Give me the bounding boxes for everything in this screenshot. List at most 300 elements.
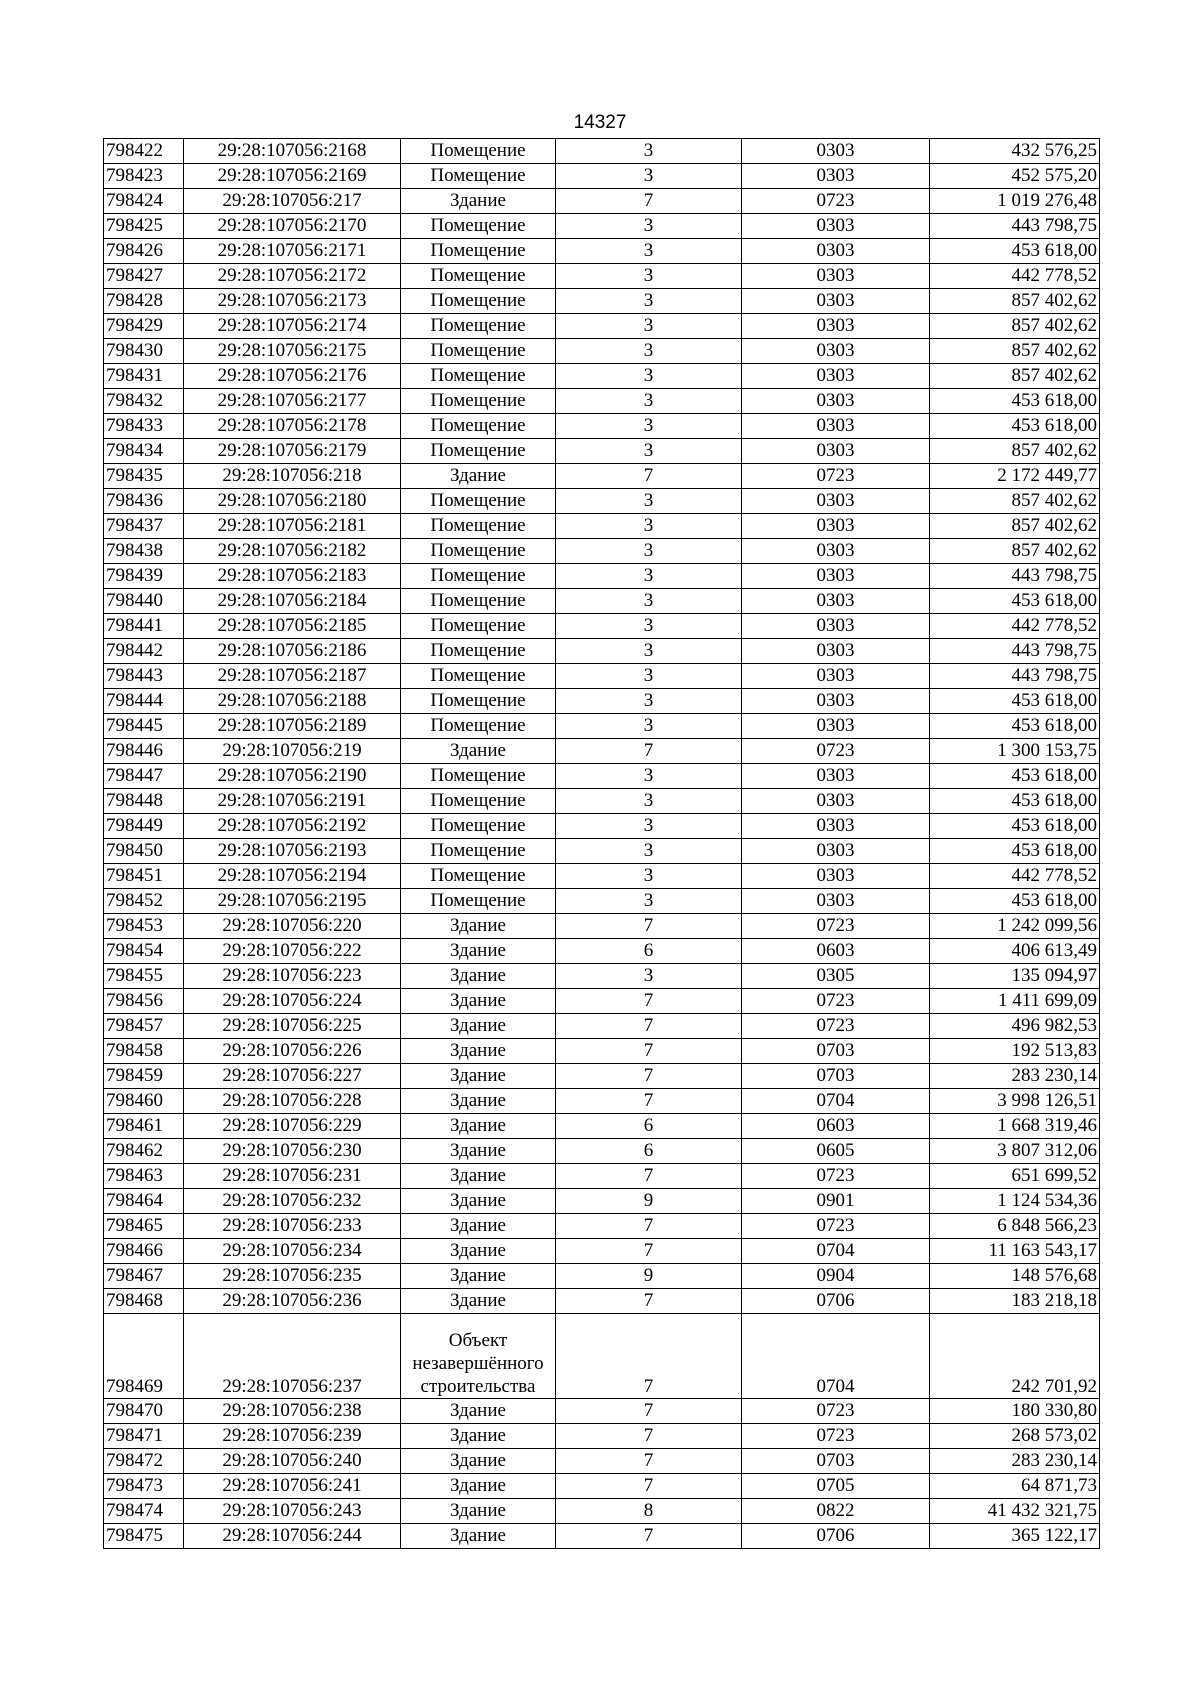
class-cell: 3 [556,539,742,564]
object-type-cell: Помещение [401,564,556,589]
row-number-cell: 798446 [104,739,184,764]
class-cell: 7 [556,1214,742,1239]
table-row [104,914,1100,939]
code-cell: 0303 [742,364,930,389]
object-type-cell: Помещение [401,514,556,539]
object-type-cell: Здание [401,1239,556,1264]
cadastral-value-cell: 180 330,80 [930,1399,1100,1424]
cadastral-value-cell: 453 618,00 [930,814,1100,839]
class-cell: 6 [556,939,742,964]
object-type-cell: Помещение [401,889,556,914]
code-cell: 0303 [742,289,930,314]
table-row [104,1424,1100,1449]
row-number-cell: 798428 [104,289,184,314]
cadastral-number-cell: 29:28:107056:229 [184,1114,401,1139]
table-row [104,714,1100,739]
table-row [104,539,1100,564]
cadastral-number-cell: 29:28:107056:2194 [184,864,401,889]
cadastral-number-cell: 29:28:107056:237 [184,1314,401,1399]
cadastral-number-cell: 29:28:107056:2187 [184,664,401,689]
row-number-cell: 798443 [104,664,184,689]
cadastral-number-cell: 29:28:107056:220 [184,914,401,939]
class-cell: 7 [556,1164,742,1189]
cadastral-number-cell: 29:28:107056:223 [184,964,401,989]
code-cell: 0723 [742,464,930,489]
row-number-cell: 798465 [104,1214,184,1239]
class-cell: 7 [556,1239,742,1264]
row-number-cell: 798441 [104,614,184,639]
cadastral-number-cell: 29:28:107056:2182 [184,539,401,564]
table-body [104,139,1100,1549]
code-cell: 0303 [742,689,930,714]
row-number-cell: 798467 [104,1264,184,1289]
code-cell: 0303 [742,239,930,264]
table-row [104,889,1100,914]
class-cell: 3 [556,864,742,889]
object-type-cell: Здание [401,739,556,764]
cadastral-value-cell: 857 402,62 [930,339,1100,364]
class-cell: 3 [556,489,742,514]
code-cell: 0704 [742,1239,930,1264]
object-type-cell: Помещение [401,239,556,264]
cadastral-value-cell: 3 998 126,51 [930,1089,1100,1114]
class-cell: 3 [556,389,742,414]
object-type-cell: Здание [401,1474,556,1499]
class-cell: 7 [556,1524,742,1549]
row-number-cell: 798449 [104,814,184,839]
code-cell: 0605 [742,1139,930,1164]
object-type-cell: Здание [401,964,556,989]
code-cell: 0706 [742,1524,930,1549]
table-row [104,1239,1100,1264]
code-cell: 0723 [742,989,930,1014]
table-row [104,1289,1100,1314]
table-row [104,164,1100,189]
row-number-cell: 798425 [104,214,184,239]
table-row [104,814,1100,839]
row-number-cell: 798469 [104,1314,184,1399]
object-type-cell: Здание [401,1524,556,1549]
code-cell: 0723 [742,1424,930,1449]
cadastral-value-cell: 1 411 699,09 [930,989,1100,1014]
class-cell: 7 [556,1474,742,1499]
class-cell: 3 [556,614,742,639]
cadastral-value-cell: 442 778,52 [930,614,1100,639]
row-number-cell: 798442 [104,639,184,664]
code-cell: 0303 [742,864,930,889]
class-cell: 3 [556,839,742,864]
cadastral-number-cell: 29:28:107056:2174 [184,314,401,339]
cadastral-value-cell: 183 218,18 [930,1289,1100,1314]
row-number-cell: 798445 [104,714,184,739]
table-row [104,939,1100,964]
cadastral-number-cell: 29:28:107056:2168 [184,139,401,164]
object-type-cell: Здание [401,464,556,489]
row-number-cell: 798454 [104,939,184,964]
code-cell: 0723 [742,1014,930,1039]
row-number-cell: 798472 [104,1449,184,1474]
code-cell: 0723 [742,1214,930,1239]
table-row [104,464,1100,489]
class-cell: 7 [556,1014,742,1039]
code-cell: 0303 [742,489,930,514]
cadastral-value-cell: 1 242 099,56 [930,914,1100,939]
table-row [104,364,1100,389]
row-number-cell: 798464 [104,1189,184,1214]
class-cell: 6 [556,1139,742,1164]
object-type-cell: Здание [401,1424,556,1449]
cadastral-value-cell: 135 094,97 [930,964,1100,989]
object-type-cell: Здание [401,1114,556,1139]
table-row [104,1139,1100,1164]
object-type-cell: Помещение [401,439,556,464]
code-cell: 0303 [742,339,930,364]
object-type-cell: Объект незавершённого строительства [401,1314,556,1399]
cadastral-number-cell: 29:28:107056:217 [184,189,401,214]
table-row [104,1399,1100,1424]
cadastral-value-cell: 496 982,53 [930,1014,1100,1039]
code-cell: 0303 [742,539,930,564]
cadastral-value-cell: 443 798,75 [930,664,1100,689]
object-type-cell: Помещение [401,539,556,564]
row-number-cell: 798475 [104,1524,184,1549]
class-cell: 3 [556,564,742,589]
cadastral-value-cell: 442 778,52 [930,864,1100,889]
row-number-cell: 798471 [104,1424,184,1449]
table-row [104,189,1100,214]
cadastral-value-cell: 11 163 543,17 [930,1239,1100,1264]
cadastral-value-cell: 1 300 153,75 [930,739,1100,764]
cadastral-number-cell: 29:28:107056:2172 [184,264,401,289]
row-number-cell: 798453 [104,914,184,939]
class-cell: 3 [556,139,742,164]
row-number-cell: 798430 [104,339,184,364]
object-type-cell: Здание [401,989,556,1014]
row-number-cell: 798423 [104,164,184,189]
class-cell: 7 [556,1314,742,1399]
row-number-cell: 798424 [104,189,184,214]
row-number-cell: 798474 [104,1499,184,1524]
code-cell: 0901 [742,1189,930,1214]
cadastral-value-cell: 857 402,62 [930,364,1100,389]
object-type-cell: Помещение [401,614,556,639]
cadastral-value-cell: 148 576,68 [930,1264,1100,1289]
code-cell: 0303 [742,139,930,164]
cadastral-value-cell: 857 402,62 [930,514,1100,539]
cadastral-number-cell: 29:28:107056:2183 [184,564,401,589]
code-cell: 0703 [742,1039,930,1064]
object-type-cell: Помещение [401,689,556,714]
cadastral-number-cell: 29:28:107056:2175 [184,339,401,364]
cadastral-value-cell: 2 172 449,77 [930,464,1100,489]
class-cell: 3 [556,664,742,689]
cadastral-value-cell: 453 618,00 [930,839,1100,864]
object-type-cell: Помещение [401,814,556,839]
class-cell: 3 [556,439,742,464]
object-type-cell: Здание [401,1014,556,1039]
cadastral-number-cell: 29:28:107056:232 [184,1189,401,1214]
row-number-cell: 798460 [104,1089,184,1114]
table-row [104,339,1100,364]
object-type-cell: Помещение [401,489,556,514]
code-cell: 0705 [742,1474,930,1499]
class-cell: 7 [556,1289,742,1314]
cadastral-value-cell: 365 122,17 [930,1524,1100,1549]
cadastral-value-cell: 453 618,00 [930,389,1100,414]
cadastral-number-cell: 29:28:107056:2195 [184,889,401,914]
code-cell: 0303 [742,414,930,439]
code-cell: 0303 [742,814,930,839]
code-cell: 0704 [742,1089,930,1114]
class-cell: 7 [556,1039,742,1064]
table-row [104,1014,1100,1039]
class-cell: 3 [556,289,742,314]
class-cell: 3 [556,689,742,714]
cadastral-number-cell: 29:28:107056:2181 [184,514,401,539]
class-cell: 8 [556,1499,742,1524]
row-number-cell: 798426 [104,239,184,264]
table-row [104,614,1100,639]
table-row [104,214,1100,239]
cadastral-value-cell: 857 402,62 [930,289,1100,314]
object-type-cell: Помещение [401,339,556,364]
cadastral-value-cell: 651 699,52 [930,1164,1100,1189]
class-cell: 7 [556,1449,742,1474]
cadastral-value-cell: 453 618,00 [930,789,1100,814]
code-cell: 0703 [742,1449,930,1474]
cadastral-number-cell: 29:28:107056:224 [184,989,401,1014]
class-cell: 3 [556,414,742,439]
table-row [104,414,1100,439]
class-cell: 7 [556,1399,742,1424]
row-number-cell: 798422 [104,139,184,164]
cadastral-value-cell: 442 778,52 [930,264,1100,289]
object-type-cell: Помещение [401,714,556,739]
cadastral-value-cell: 453 618,00 [930,889,1100,914]
cadastral-number-cell: 29:28:107056:244 [184,1524,401,1549]
cadastral-value-cell: 443 798,75 [930,214,1100,239]
row-number-cell: 798438 [104,539,184,564]
code-cell: 0303 [742,439,930,464]
cadastral-number-cell: 29:28:107056:235 [184,1264,401,1289]
object-type-cell: Помещение [401,639,556,664]
cadastral-number-cell: 29:28:107056:2189 [184,714,401,739]
code-cell: 0303 [742,714,930,739]
class-cell: 3 [556,264,742,289]
class-cell: 9 [556,1264,742,1289]
cadastral-value-cell: 453 618,00 [930,764,1100,789]
row-number-cell: 798455 [104,964,184,989]
cadastral-value-cell: 857 402,62 [930,439,1100,464]
row-number-cell: 798473 [104,1474,184,1499]
table-row [104,489,1100,514]
object-type-cell: Здание [401,1499,556,1524]
cadastral-number-cell: 29:28:107056:225 [184,1014,401,1039]
object-type-cell: Помещение [401,139,556,164]
cadastral-value-table [103,138,1100,1549]
row-number-cell: 798448 [104,789,184,814]
table-row [104,389,1100,414]
code-cell: 0723 [742,1399,930,1424]
class-cell: 7 [556,1089,742,1114]
cadastral-number-cell: 29:28:107056:2171 [184,239,401,264]
cadastral-value-cell: 857 402,62 [930,314,1100,339]
object-type-cell: Здание [401,1189,556,1214]
row-number-cell: 798463 [104,1164,184,1189]
class-cell: 3 [556,964,742,989]
object-type-cell: Здание [401,1164,556,1189]
cadastral-value-cell: 453 618,00 [930,714,1100,739]
code-cell: 0822 [742,1499,930,1524]
cadastral-value-cell: 242 701,92 [930,1314,1100,1399]
object-type-cell: Здание [401,1264,556,1289]
class-cell: 3 [556,164,742,189]
class-cell: 3 [556,889,742,914]
code-cell: 0723 [742,739,930,764]
object-type-cell: Здание [401,1064,556,1089]
code-cell: 0603 [742,1114,930,1139]
row-number-cell: 798451 [104,864,184,889]
object-type-cell: Здание [401,1449,556,1474]
code-cell: 0303 [742,839,930,864]
object-type-cell: Помещение [401,164,556,189]
cadastral-number-cell: 29:28:107056:2185 [184,614,401,639]
class-cell: 7 [556,464,742,489]
table-row [104,839,1100,864]
code-cell: 0303 [742,764,930,789]
class-cell: 3 [556,789,742,814]
cadastral-value-cell: 268 573,02 [930,1424,1100,1449]
cadastral-number-cell: 29:28:107056:236 [184,1289,401,1314]
object-type-cell: Помещение [401,414,556,439]
cadastral-value-cell: 857 402,62 [930,489,1100,514]
cadastral-number-cell: 29:28:107056:2177 [184,389,401,414]
code-cell: 0703 [742,1064,930,1089]
code-cell: 0723 [742,189,930,214]
cadastral-value-cell: 443 798,75 [930,564,1100,589]
code-cell: 0603 [742,939,930,964]
table-row [104,139,1100,164]
table-row [104,1449,1100,1474]
code-cell: 0904 [742,1264,930,1289]
class-cell: 3 [556,639,742,664]
cadastral-value-cell: 6 848 566,23 [930,1214,1100,1239]
code-cell: 0303 [742,589,930,614]
table-row [104,764,1100,789]
table-row [104,1064,1100,1089]
row-number-cell: 798436 [104,489,184,514]
object-type-cell: Помещение [401,589,556,614]
cadastral-number-cell: 29:28:107056:218 [184,464,401,489]
row-number-cell: 798437 [104,514,184,539]
table-row [104,1524,1100,1549]
cadastral-number-cell: 29:28:107056:238 [184,1399,401,1424]
class-cell: 3 [556,339,742,364]
table-row [104,1214,1100,1239]
table-row [104,1114,1100,1139]
table-row [104,664,1100,689]
object-type-cell: Помещение [401,264,556,289]
object-type-cell: Помещение [401,214,556,239]
class-cell: 3 [556,364,742,389]
class-cell: 3 [556,814,742,839]
table-row [104,1499,1100,1524]
table-row [104,1474,1100,1499]
cadastral-value-cell: 453 618,00 [930,689,1100,714]
cadastral-number-cell: 29:28:107056:241 [184,1474,401,1499]
cadastral-value-cell: 283 230,14 [930,1449,1100,1474]
object-type-cell: Помещение [401,764,556,789]
code-cell: 0303 [742,314,930,339]
code-cell: 0303 [742,514,930,539]
object-type-cell: Здание [401,939,556,964]
table-row [104,439,1100,464]
cadastral-number-cell: 29:28:107056:243 [184,1499,401,1524]
object-type-cell: Здание [401,914,556,939]
cadastral-number-cell: 29:28:107056:2188 [184,689,401,714]
code-cell: 0723 [742,914,930,939]
cadastral-value-cell: 453 618,00 [930,239,1100,264]
cadastral-number-cell: 29:28:107056:233 [184,1214,401,1239]
cadastral-value-cell: 64 871,73 [930,1474,1100,1499]
row-number-cell: 798458 [104,1039,184,1064]
object-type-cell: Помещение [401,664,556,689]
row-number-cell: 798444 [104,689,184,714]
row-number-cell: 798434 [104,439,184,464]
row-number-cell: 798450 [104,839,184,864]
code-cell: 0706 [742,1289,930,1314]
cadastral-value-cell: 432 576,25 [930,139,1100,164]
class-cell: 7 [556,989,742,1014]
row-number-cell: 798457 [104,1014,184,1039]
object-type-cell: Здание [401,189,556,214]
code-cell: 0704 [742,1314,930,1399]
class-cell: 7 [556,189,742,214]
cadastral-number-cell: 29:28:107056:239 [184,1424,401,1449]
code-cell: 0303 [742,564,930,589]
cadastral-value-cell: 41 432 321,75 [930,1499,1100,1524]
cadastral-value-cell: 3 807 312,06 [930,1139,1100,1164]
class-cell: 3 [556,314,742,339]
row-number-cell: 798439 [104,564,184,589]
cadastral-number-cell: 29:28:107056:2191 [184,789,401,814]
code-cell: 0303 [742,264,930,289]
class-cell: 3 [556,239,742,264]
cadastral-number-cell: 29:28:107056:2169 [184,164,401,189]
object-type-cell: Здание [401,1289,556,1314]
object-type-cell: Помещение [401,864,556,889]
row-number-cell: 798461 [104,1114,184,1139]
cadastral-number-cell: 29:28:107056:2190 [184,764,401,789]
cadastral-number-cell: 29:28:107056:222 [184,939,401,964]
object-type-cell: Здание [401,1214,556,1239]
cadastral-number-cell: 29:28:107056:231 [184,1164,401,1189]
row-number-cell: 798459 [104,1064,184,1089]
row-number-cell: 798468 [104,1289,184,1314]
cadastral-number-cell: 29:28:107056:2173 [184,289,401,314]
table-row [104,1039,1100,1064]
table-row [104,289,1100,314]
cadastral-value-cell: 453 618,00 [930,414,1100,439]
row-number-cell: 798462 [104,1139,184,1164]
table-row [104,589,1100,614]
row-number-cell: 798429 [104,314,184,339]
table-row [104,264,1100,289]
cadastral-number-cell: 29:28:107056:234 [184,1239,401,1264]
cadastral-number-cell: 29:28:107056:2176 [184,364,401,389]
object-type-cell: Помещение [401,389,556,414]
cadastral-number-cell: 29:28:107056:227 [184,1064,401,1089]
